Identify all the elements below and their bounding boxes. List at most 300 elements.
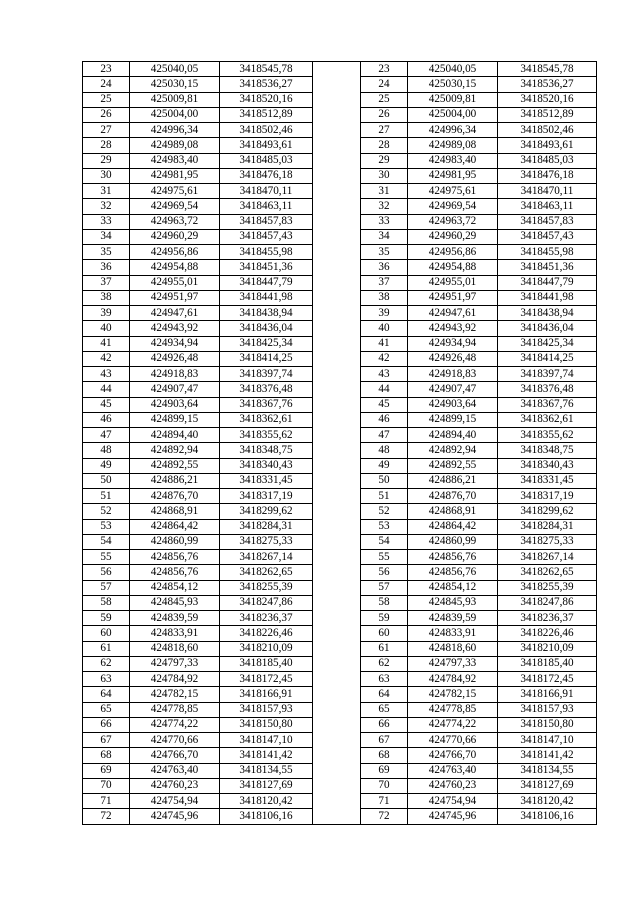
column-separator bbox=[313, 534, 361, 549]
left-y-coordinate-cell: 3418262,65 bbox=[220, 565, 313, 580]
left-point-number-cell: 29 bbox=[83, 153, 130, 168]
left-x-coordinate-cell: 424845,93 bbox=[130, 595, 220, 610]
right-point-number-cell: 46 bbox=[361, 412, 408, 427]
left-point-number-cell: 62 bbox=[83, 656, 130, 671]
right-y-coordinate-cell: 3418226,46 bbox=[498, 626, 597, 641]
right-point-number-cell: 68 bbox=[361, 748, 408, 763]
left-y-coordinate-cell: 3418536,27 bbox=[220, 77, 313, 92]
table-row bbox=[83, 580, 597, 595]
right-x-coordinate-cell: 424860,99 bbox=[408, 534, 498, 549]
left-x-coordinate-cell: 424778,85 bbox=[130, 702, 220, 717]
right-point-number-cell: 54 bbox=[361, 534, 408, 549]
right-y-coordinate-cell: 3418455,98 bbox=[498, 245, 597, 260]
column-separator bbox=[313, 641, 361, 656]
right-y-coordinate-cell: 3418362,61 bbox=[498, 412, 597, 427]
left-x-coordinate-cell: 424876,70 bbox=[130, 489, 220, 504]
column-separator bbox=[313, 382, 361, 397]
right-point-number-cell: 51 bbox=[361, 489, 408, 504]
column-separator bbox=[313, 107, 361, 122]
column-separator bbox=[313, 626, 361, 641]
left-x-coordinate-cell: 424996,34 bbox=[130, 123, 220, 138]
table-row bbox=[83, 77, 597, 92]
right-x-coordinate-cell: 424886,21 bbox=[408, 473, 498, 488]
left-x-coordinate-cell: 424766,70 bbox=[130, 748, 220, 763]
left-x-coordinate-cell: 424868,91 bbox=[130, 504, 220, 519]
left-x-coordinate-cell: 424864,42 bbox=[130, 519, 220, 534]
table-row bbox=[83, 245, 597, 260]
right-x-coordinate-cell: 424963,72 bbox=[408, 214, 498, 229]
column-separator bbox=[313, 275, 361, 290]
right-y-coordinate-cell: 3418512,89 bbox=[498, 107, 597, 122]
table-row bbox=[83, 473, 597, 488]
right-x-coordinate-cell: 424947,61 bbox=[408, 306, 498, 321]
left-x-coordinate-cell: 424774,22 bbox=[130, 717, 220, 732]
right-point-number-cell: 45 bbox=[361, 397, 408, 412]
left-y-coordinate-cell: 3418362,61 bbox=[220, 412, 313, 427]
left-x-coordinate-cell: 424963,72 bbox=[130, 214, 220, 229]
table-row bbox=[83, 397, 597, 412]
column-separator bbox=[313, 184, 361, 199]
left-y-coordinate-cell: 3418134,55 bbox=[220, 763, 313, 778]
column-separator bbox=[313, 77, 361, 92]
left-y-coordinate-cell: 3418455,98 bbox=[220, 245, 313, 260]
left-y-coordinate-cell: 3418166,91 bbox=[220, 687, 313, 702]
right-y-coordinate-cell: 3418457,43 bbox=[498, 229, 597, 244]
right-y-coordinate-cell: 3418463,11 bbox=[498, 199, 597, 214]
right-y-coordinate-cell: 3418438,94 bbox=[498, 306, 597, 321]
left-point-number-cell: 32 bbox=[83, 199, 130, 214]
table-row bbox=[83, 306, 597, 321]
right-x-coordinate-cell: 424778,85 bbox=[408, 702, 498, 717]
right-x-coordinate-cell: 424955,01 bbox=[408, 275, 498, 290]
right-y-coordinate-cell: 3418255,39 bbox=[498, 580, 597, 595]
right-y-coordinate-cell: 3418493,61 bbox=[498, 138, 597, 153]
left-y-coordinate-cell: 3418457,43 bbox=[220, 229, 313, 244]
right-point-number-cell: 40 bbox=[361, 321, 408, 336]
right-y-coordinate-cell: 3418331,45 bbox=[498, 473, 597, 488]
column-separator bbox=[313, 92, 361, 107]
right-x-coordinate-cell: 425030,15 bbox=[408, 77, 498, 92]
left-x-coordinate-cell: 424918,83 bbox=[130, 367, 220, 382]
right-x-coordinate-cell: 424943,92 bbox=[408, 321, 498, 336]
right-point-number-cell: 61 bbox=[361, 641, 408, 656]
table-row bbox=[83, 62, 597, 77]
left-x-coordinate-cell: 424894,40 bbox=[130, 428, 220, 443]
right-point-number-cell: 47 bbox=[361, 428, 408, 443]
left-point-number-cell: 25 bbox=[83, 92, 130, 107]
table-row bbox=[83, 290, 597, 305]
table-row bbox=[83, 153, 597, 168]
right-point-number-cell: 67 bbox=[361, 733, 408, 748]
left-point-number-cell: 43 bbox=[83, 367, 130, 382]
column-separator bbox=[313, 336, 361, 351]
column-separator bbox=[313, 397, 361, 412]
column-separator bbox=[313, 458, 361, 473]
left-point-number-cell: 67 bbox=[83, 733, 130, 748]
left-y-coordinate-cell: 3418441,98 bbox=[220, 290, 313, 305]
right-point-number-cell: 32 bbox=[361, 199, 408, 214]
right-y-coordinate-cell: 3418441,98 bbox=[498, 290, 597, 305]
left-y-coordinate-cell: 3418414,25 bbox=[220, 351, 313, 366]
column-separator bbox=[313, 351, 361, 366]
right-x-coordinate-cell: 424989,08 bbox=[408, 138, 498, 153]
left-x-coordinate-cell: 424839,59 bbox=[130, 611, 220, 626]
column-separator bbox=[313, 260, 361, 275]
table-row bbox=[83, 168, 597, 183]
right-y-coordinate-cell: 3418185,40 bbox=[498, 656, 597, 671]
left-point-number-cell: 41 bbox=[83, 336, 130, 351]
right-point-number-cell: 37 bbox=[361, 275, 408, 290]
left-point-number-cell: 53 bbox=[83, 519, 130, 534]
right-y-coordinate-cell: 3418284,31 bbox=[498, 519, 597, 534]
right-x-coordinate-cell: 424876,70 bbox=[408, 489, 498, 504]
table-row bbox=[83, 199, 597, 214]
left-x-coordinate-cell: 424943,92 bbox=[130, 321, 220, 336]
column-separator bbox=[313, 580, 361, 595]
left-y-coordinate-cell: 3418172,45 bbox=[220, 672, 313, 687]
right-y-coordinate-cell: 3418397,74 bbox=[498, 367, 597, 382]
left-x-coordinate-cell: 424903,64 bbox=[130, 397, 220, 412]
right-y-coordinate-cell: 3418436,04 bbox=[498, 321, 597, 336]
right-x-coordinate-cell: 424983,40 bbox=[408, 153, 498, 168]
right-point-number-cell: 63 bbox=[361, 672, 408, 687]
right-y-coordinate-cell: 3418210,09 bbox=[498, 641, 597, 656]
right-x-coordinate-cell: 424797,33 bbox=[408, 656, 498, 671]
right-x-coordinate-cell: 424760,23 bbox=[408, 778, 498, 793]
right-point-number-cell: 28 bbox=[361, 138, 408, 153]
column-separator bbox=[313, 702, 361, 717]
right-x-coordinate-cell: 424960,29 bbox=[408, 229, 498, 244]
right-y-coordinate-cell: 3418348,75 bbox=[498, 443, 597, 458]
left-x-coordinate-cell: 424784,92 bbox=[130, 672, 220, 687]
right-x-coordinate-cell: 424833,91 bbox=[408, 626, 498, 641]
column-separator bbox=[313, 290, 361, 305]
left-x-coordinate-cell: 424818,60 bbox=[130, 641, 220, 656]
right-y-coordinate-cell: 3418106,16 bbox=[498, 809, 597, 824]
left-y-coordinate-cell: 3418520,16 bbox=[220, 92, 313, 107]
left-y-coordinate-cell: 3418226,46 bbox=[220, 626, 313, 641]
column-separator bbox=[313, 123, 361, 138]
right-point-number-cell: 33 bbox=[361, 214, 408, 229]
left-point-number-cell: 50 bbox=[83, 473, 130, 488]
left-y-coordinate-cell: 3418493,61 bbox=[220, 138, 313, 153]
right-x-coordinate-cell: 424856,76 bbox=[408, 565, 498, 580]
right-x-coordinate-cell: 424934,94 bbox=[408, 336, 498, 351]
left-x-coordinate-cell: 424955,01 bbox=[130, 275, 220, 290]
table-row bbox=[83, 214, 597, 229]
left-x-coordinate-cell: 424954,88 bbox=[130, 260, 220, 275]
table-row bbox=[83, 336, 597, 351]
column-separator bbox=[313, 199, 361, 214]
right-point-number-cell: 23 bbox=[361, 62, 408, 77]
column-separator bbox=[313, 763, 361, 778]
right-y-coordinate-cell: 3418134,55 bbox=[498, 763, 597, 778]
table-row bbox=[83, 717, 597, 732]
left-point-number-cell: 54 bbox=[83, 534, 130, 549]
table-row bbox=[83, 107, 597, 122]
left-y-coordinate-cell: 3418210,09 bbox=[220, 641, 313, 656]
left-point-number-cell: 38 bbox=[83, 290, 130, 305]
left-y-coordinate-cell: 3418355,62 bbox=[220, 428, 313, 443]
left-y-coordinate-cell: 3418317,19 bbox=[220, 489, 313, 504]
table-row bbox=[83, 504, 597, 519]
right-y-coordinate-cell: 3418147,10 bbox=[498, 733, 597, 748]
left-y-coordinate-cell: 3418120,42 bbox=[220, 794, 313, 809]
right-point-number-cell: 35 bbox=[361, 245, 408, 260]
table-row bbox=[83, 534, 597, 549]
right-point-number-cell: 44 bbox=[361, 382, 408, 397]
right-point-number-cell: 55 bbox=[361, 550, 408, 565]
column-separator bbox=[313, 672, 361, 687]
right-y-coordinate-cell: 3418470,11 bbox=[498, 184, 597, 199]
table-row bbox=[83, 428, 597, 443]
left-point-number-cell: 40 bbox=[83, 321, 130, 336]
left-y-coordinate-cell: 3418348,75 bbox=[220, 443, 313, 458]
right-point-number-cell: 71 bbox=[361, 794, 408, 809]
left-x-coordinate-cell: 424969,54 bbox=[130, 199, 220, 214]
left-x-coordinate-cell: 424989,08 bbox=[130, 138, 220, 153]
left-point-number-cell: 68 bbox=[83, 748, 130, 763]
right-x-coordinate-cell: 424745,96 bbox=[408, 809, 498, 824]
right-point-number-cell: 69 bbox=[361, 763, 408, 778]
left-x-coordinate-cell: 424782,15 bbox=[130, 687, 220, 702]
left-y-coordinate-cell: 3418457,83 bbox=[220, 214, 313, 229]
column-separator bbox=[313, 656, 361, 671]
right-y-coordinate-cell: 3418485,03 bbox=[498, 153, 597, 168]
right-x-coordinate-cell: 425040,05 bbox=[408, 62, 498, 77]
right-y-coordinate-cell: 3418299,62 bbox=[498, 504, 597, 519]
right-x-coordinate-cell: 424763,40 bbox=[408, 763, 498, 778]
right-y-coordinate-cell: 3418275,33 bbox=[498, 534, 597, 549]
left-y-coordinate-cell: 3418476,18 bbox=[220, 168, 313, 183]
left-point-number-cell: 70 bbox=[83, 778, 130, 793]
column-separator bbox=[313, 428, 361, 443]
right-x-coordinate-cell: 424892,55 bbox=[408, 458, 498, 473]
table-row bbox=[83, 611, 597, 626]
right-x-coordinate-cell: 424892,94 bbox=[408, 443, 498, 458]
table-row bbox=[83, 778, 597, 793]
left-point-number-cell: 35 bbox=[83, 245, 130, 260]
left-point-number-cell: 65 bbox=[83, 702, 130, 717]
left-x-coordinate-cell: 424854,12 bbox=[130, 580, 220, 595]
table-row bbox=[83, 519, 597, 534]
left-y-coordinate-cell: 3418447,79 bbox=[220, 275, 313, 290]
column-separator bbox=[313, 778, 361, 793]
right-y-coordinate-cell: 3418451,36 bbox=[498, 260, 597, 275]
left-x-coordinate-cell: 425030,15 bbox=[130, 77, 220, 92]
left-x-coordinate-cell: 424907,47 bbox=[130, 382, 220, 397]
right-x-coordinate-cell: 424774,22 bbox=[408, 717, 498, 732]
left-x-coordinate-cell: 424892,94 bbox=[130, 443, 220, 458]
right-x-coordinate-cell: 424899,15 bbox=[408, 412, 498, 427]
left-x-coordinate-cell: 424934,94 bbox=[130, 336, 220, 351]
left-x-coordinate-cell: 424760,23 bbox=[130, 778, 220, 793]
left-y-coordinate-cell: 3418255,39 bbox=[220, 580, 313, 595]
column-separator bbox=[313, 809, 361, 824]
right-point-number-cell: 62 bbox=[361, 656, 408, 671]
right-y-coordinate-cell: 3418141,42 bbox=[498, 748, 597, 763]
table-row bbox=[83, 382, 597, 397]
right-point-number-cell: 59 bbox=[361, 611, 408, 626]
right-x-coordinate-cell: 424784,92 bbox=[408, 672, 498, 687]
table-row bbox=[83, 565, 597, 580]
left-point-number-cell: 28 bbox=[83, 138, 130, 153]
left-point-number-cell: 44 bbox=[83, 382, 130, 397]
left-point-number-cell: 33 bbox=[83, 214, 130, 229]
right-y-coordinate-cell: 3418425,34 bbox=[498, 336, 597, 351]
column-separator bbox=[313, 550, 361, 565]
right-x-coordinate-cell: 425004,00 bbox=[408, 107, 498, 122]
right-y-coordinate-cell: 3418457,83 bbox=[498, 214, 597, 229]
left-y-coordinate-cell: 3418247,86 bbox=[220, 595, 313, 610]
left-point-number-cell: 37 bbox=[83, 275, 130, 290]
left-point-number-cell: 72 bbox=[83, 809, 130, 824]
column-separator bbox=[313, 748, 361, 763]
coordinates-table bbox=[82, 61, 597, 825]
left-point-number-cell: 27 bbox=[83, 123, 130, 138]
column-separator bbox=[313, 565, 361, 580]
left-point-number-cell: 31 bbox=[83, 184, 130, 199]
table-row bbox=[83, 595, 597, 610]
left-x-coordinate-cell: 424956,86 bbox=[130, 245, 220, 260]
table-row bbox=[83, 351, 597, 366]
right-y-coordinate-cell: 3418267,14 bbox=[498, 550, 597, 565]
column-separator bbox=[313, 412, 361, 427]
left-y-coordinate-cell: 3418150,80 bbox=[220, 717, 313, 732]
right-y-coordinate-cell: 3418376,48 bbox=[498, 382, 597, 397]
table-row bbox=[83, 687, 597, 702]
left-x-coordinate-cell: 424797,33 bbox=[130, 656, 220, 671]
right-y-coordinate-cell: 3418545,78 bbox=[498, 62, 597, 77]
left-y-coordinate-cell: 3418275,33 bbox=[220, 534, 313, 549]
left-y-coordinate-cell: 3418236,37 bbox=[220, 611, 313, 626]
column-separator bbox=[313, 153, 361, 168]
right-x-coordinate-cell: 424975,61 bbox=[408, 184, 498, 199]
column-separator bbox=[313, 687, 361, 702]
left-y-coordinate-cell: 3418512,89 bbox=[220, 107, 313, 122]
right-y-coordinate-cell: 3418157,93 bbox=[498, 702, 597, 717]
left-point-number-cell: 59 bbox=[83, 611, 130, 626]
left-y-coordinate-cell: 3418376,48 bbox=[220, 382, 313, 397]
right-point-number-cell: 49 bbox=[361, 458, 408, 473]
left-y-coordinate-cell: 3418284,31 bbox=[220, 519, 313, 534]
left-y-coordinate-cell: 3418267,14 bbox=[220, 550, 313, 565]
table-row bbox=[83, 92, 597, 107]
right-x-coordinate-cell: 424782,15 bbox=[408, 687, 498, 702]
left-point-number-cell: 57 bbox=[83, 580, 130, 595]
right-y-coordinate-cell: 3418262,65 bbox=[498, 565, 597, 580]
left-y-coordinate-cell: 3418545,78 bbox=[220, 62, 313, 77]
left-x-coordinate-cell: 424856,76 bbox=[130, 565, 220, 580]
right-x-coordinate-cell: 424868,91 bbox=[408, 504, 498, 519]
left-x-coordinate-cell: 424899,15 bbox=[130, 412, 220, 427]
right-x-coordinate-cell: 424839,59 bbox=[408, 611, 498, 626]
left-y-coordinate-cell: 3418425,34 bbox=[220, 336, 313, 351]
left-y-coordinate-cell: 3418470,11 bbox=[220, 184, 313, 199]
left-x-coordinate-cell: 425004,00 bbox=[130, 107, 220, 122]
table-row bbox=[83, 809, 597, 824]
right-point-number-cell: 38 bbox=[361, 290, 408, 305]
table-row bbox=[83, 260, 597, 275]
right-point-number-cell: 65 bbox=[361, 702, 408, 717]
column-separator bbox=[313, 794, 361, 809]
column-separator bbox=[313, 367, 361, 382]
right-y-coordinate-cell: 3418502,46 bbox=[498, 123, 597, 138]
left-point-number-cell: 36 bbox=[83, 260, 130, 275]
left-y-coordinate-cell: 3418157,93 bbox=[220, 702, 313, 717]
right-y-coordinate-cell: 3418355,62 bbox=[498, 428, 597, 443]
table-row bbox=[83, 763, 597, 778]
table-row bbox=[83, 656, 597, 671]
left-x-coordinate-cell: 424770,66 bbox=[130, 733, 220, 748]
table-row bbox=[83, 184, 597, 199]
right-point-number-cell: 24 bbox=[361, 77, 408, 92]
right-point-number-cell: 64 bbox=[361, 687, 408, 702]
right-y-coordinate-cell: 3418536,27 bbox=[498, 77, 597, 92]
left-y-coordinate-cell: 3418141,42 bbox=[220, 748, 313, 763]
left-point-number-cell: 49 bbox=[83, 458, 130, 473]
left-y-coordinate-cell: 3418331,45 bbox=[220, 473, 313, 488]
left-point-number-cell: 60 bbox=[83, 626, 130, 641]
right-point-number-cell: 52 bbox=[361, 504, 408, 519]
left-point-number-cell: 52 bbox=[83, 504, 130, 519]
right-x-coordinate-cell: 424894,40 bbox=[408, 428, 498, 443]
right-y-coordinate-cell: 3418414,25 bbox=[498, 351, 597, 366]
right-x-coordinate-cell: 424918,83 bbox=[408, 367, 498, 382]
table-row bbox=[83, 672, 597, 687]
right-point-number-cell: 66 bbox=[361, 717, 408, 732]
right-point-number-cell: 57 bbox=[361, 580, 408, 595]
table-row bbox=[83, 702, 597, 717]
left-y-coordinate-cell: 3418147,10 bbox=[220, 733, 313, 748]
left-x-coordinate-cell: 424856,76 bbox=[130, 550, 220, 565]
left-y-coordinate-cell: 3418106,16 bbox=[220, 809, 313, 824]
left-point-number-cell: 24 bbox=[83, 77, 130, 92]
left-point-number-cell: 23 bbox=[83, 62, 130, 77]
column-separator bbox=[313, 321, 361, 336]
table-row bbox=[83, 748, 597, 763]
right-point-number-cell: 48 bbox=[361, 443, 408, 458]
table-row bbox=[83, 123, 597, 138]
right-point-number-cell: 27 bbox=[361, 123, 408, 138]
left-x-coordinate-cell: 425040,05 bbox=[130, 62, 220, 77]
left-x-coordinate-cell: 424947,61 bbox=[130, 306, 220, 321]
right-y-coordinate-cell: 3418447,79 bbox=[498, 275, 597, 290]
right-x-coordinate-cell: 424956,86 bbox=[408, 245, 498, 260]
table-row bbox=[83, 733, 597, 748]
right-x-coordinate-cell: 424903,64 bbox=[408, 397, 498, 412]
right-point-number-cell: 30 bbox=[361, 168, 408, 183]
column-separator bbox=[313, 473, 361, 488]
left-point-number-cell: 45 bbox=[83, 397, 130, 412]
table-row bbox=[83, 275, 597, 290]
left-y-coordinate-cell: 3418502,46 bbox=[220, 123, 313, 138]
right-x-coordinate-cell: 424954,88 bbox=[408, 260, 498, 275]
right-point-number-cell: 56 bbox=[361, 565, 408, 580]
table-row bbox=[83, 367, 597, 382]
left-point-number-cell: 34 bbox=[83, 229, 130, 244]
left-x-coordinate-cell: 424745,96 bbox=[130, 809, 220, 824]
left-y-coordinate-cell: 3418299,62 bbox=[220, 504, 313, 519]
left-y-coordinate-cell: 3418438,94 bbox=[220, 306, 313, 321]
right-y-coordinate-cell: 3418150,80 bbox=[498, 717, 597, 732]
column-separator bbox=[313, 306, 361, 321]
left-point-number-cell: 58 bbox=[83, 595, 130, 610]
column-separator bbox=[313, 611, 361, 626]
left-point-number-cell: 47 bbox=[83, 428, 130, 443]
right-point-number-cell: 58 bbox=[361, 595, 408, 610]
table-row bbox=[83, 489, 597, 504]
